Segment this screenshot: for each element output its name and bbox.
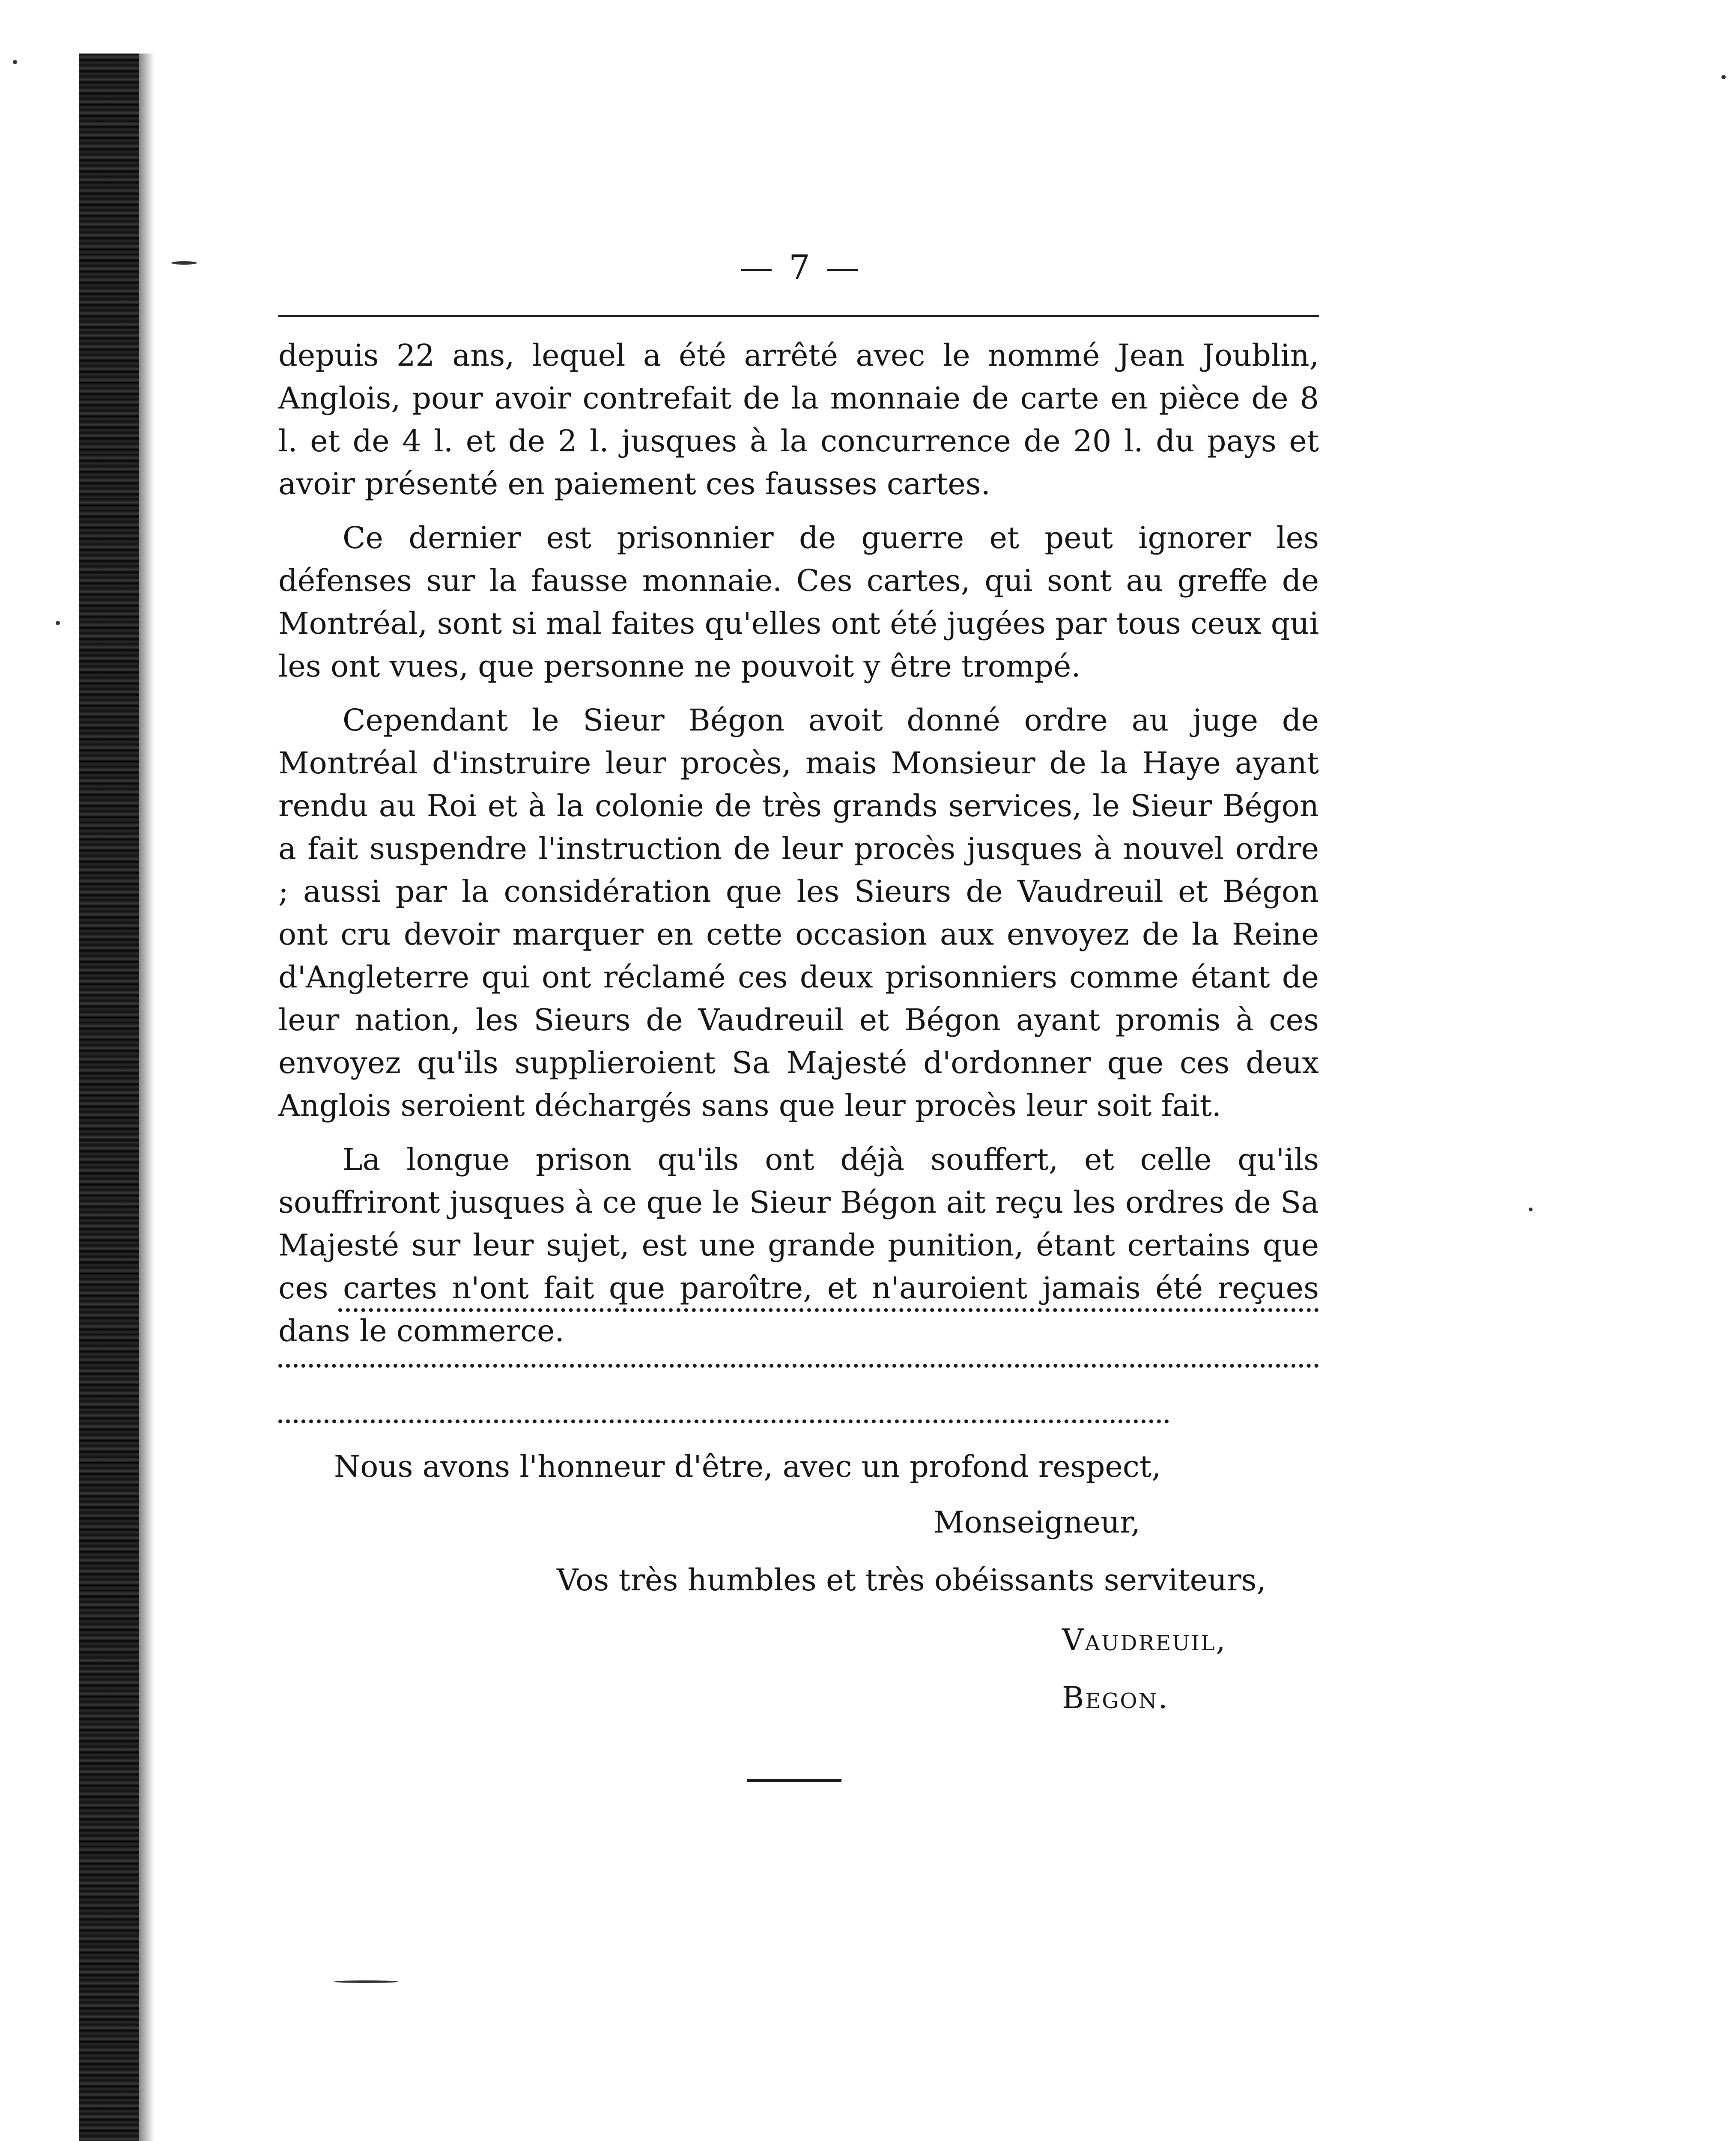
signature-begon: Begon. [1062,1680,1169,1715]
scan-speck [56,621,60,625]
header-rule [278,315,1319,317]
ellipsis-line-3 [278,1419,1169,1423]
binding-shadow [139,54,154,2141]
page-number: — 7 — [740,248,862,287]
signature-vaudreuil: Vaudreuil, [1062,1622,1227,1658]
scan-speck [171,261,197,265]
paragraph-prisoner: Ce dernier est prisonnier de guerre et peut ignorer les défenses sur la fausse monnaie. Ces cartes, qui sont au greffe de Montréal, sont si mal faites qu'elles ont été jugées par tous ceux qui les ont vues, que personne ne pouvoit y être trompé. [278,520,1319,684]
paragraph-continued: depuis 22 ans, lequel a été arrêté avec le nommé Jean Joublin, Anglois, pour avoir contrefait de la monnaie de carte en pièce de 8 l. et de 4 l. et de 2 l. jusques à la concurrence de 20 l. du pays et avoir présenté en paiement ces fausses cartes. [278,338,1319,501]
ellipsis-line-2 [278,1364,1319,1368]
ellipsis-line-1 [338,1308,1319,1312]
paragraph-punishment: La longue prison qu'ils ont déjà souffert, et celle qu'ils souffriront jusques à ce que le Sieur Bégon ait reçu les ordres de Sa Majesté sur leur sujet, est une grande punition, étant certains que ces cartes n'ont fait que paroître, et n'auroient jamais été reçues dans le commerce. [278,1142,1319,1348]
closing-salutation: Nous avons l'honneur d'être, avec un profond respect, [334,1449,1161,1484]
paragraph-trial: Cependant le Sieur Bégon avoit donné ordre au juge de Montréal d'instruire leur procès, mais Monsieur de la Haye ayant rendu au Roi et à la colonie de très grands services, le Sieur Bégon a fait suspendre l'instruction de leur procès jusques à nouvel ordre ; aussi par la considération que les Sieurs de Vaudreuil et Bégon ont cru devoir marquer en cette occasion aux envoyez de la Reine d'Angleterre qui ont réclamé ces deux prisonniers comme étant de leur nation, les Sieurs de Vaudreuil et Bégon ayant promis à ces envoyez qu'ils supplieroient Sa Majesté d'ordonner que ces deux Anglois seroient déchargés sans que leur procès leur soit fait. [278,703,1319,1123]
scan-speck [334,1980,398,1983]
scan-speck [1529,1208,1533,1211]
scan-speck [13,60,17,64]
scanned-binding-edge [79,54,139,2141]
scan-speck [1721,75,1726,79]
letter-body [278,334,1319,1363]
end-rule [747,1779,841,1782]
closing-address: Monseigneur, [934,1505,1141,1540]
closing-servants: Vos très humbles et très obéissants serviteurs, [557,1563,1266,1598]
